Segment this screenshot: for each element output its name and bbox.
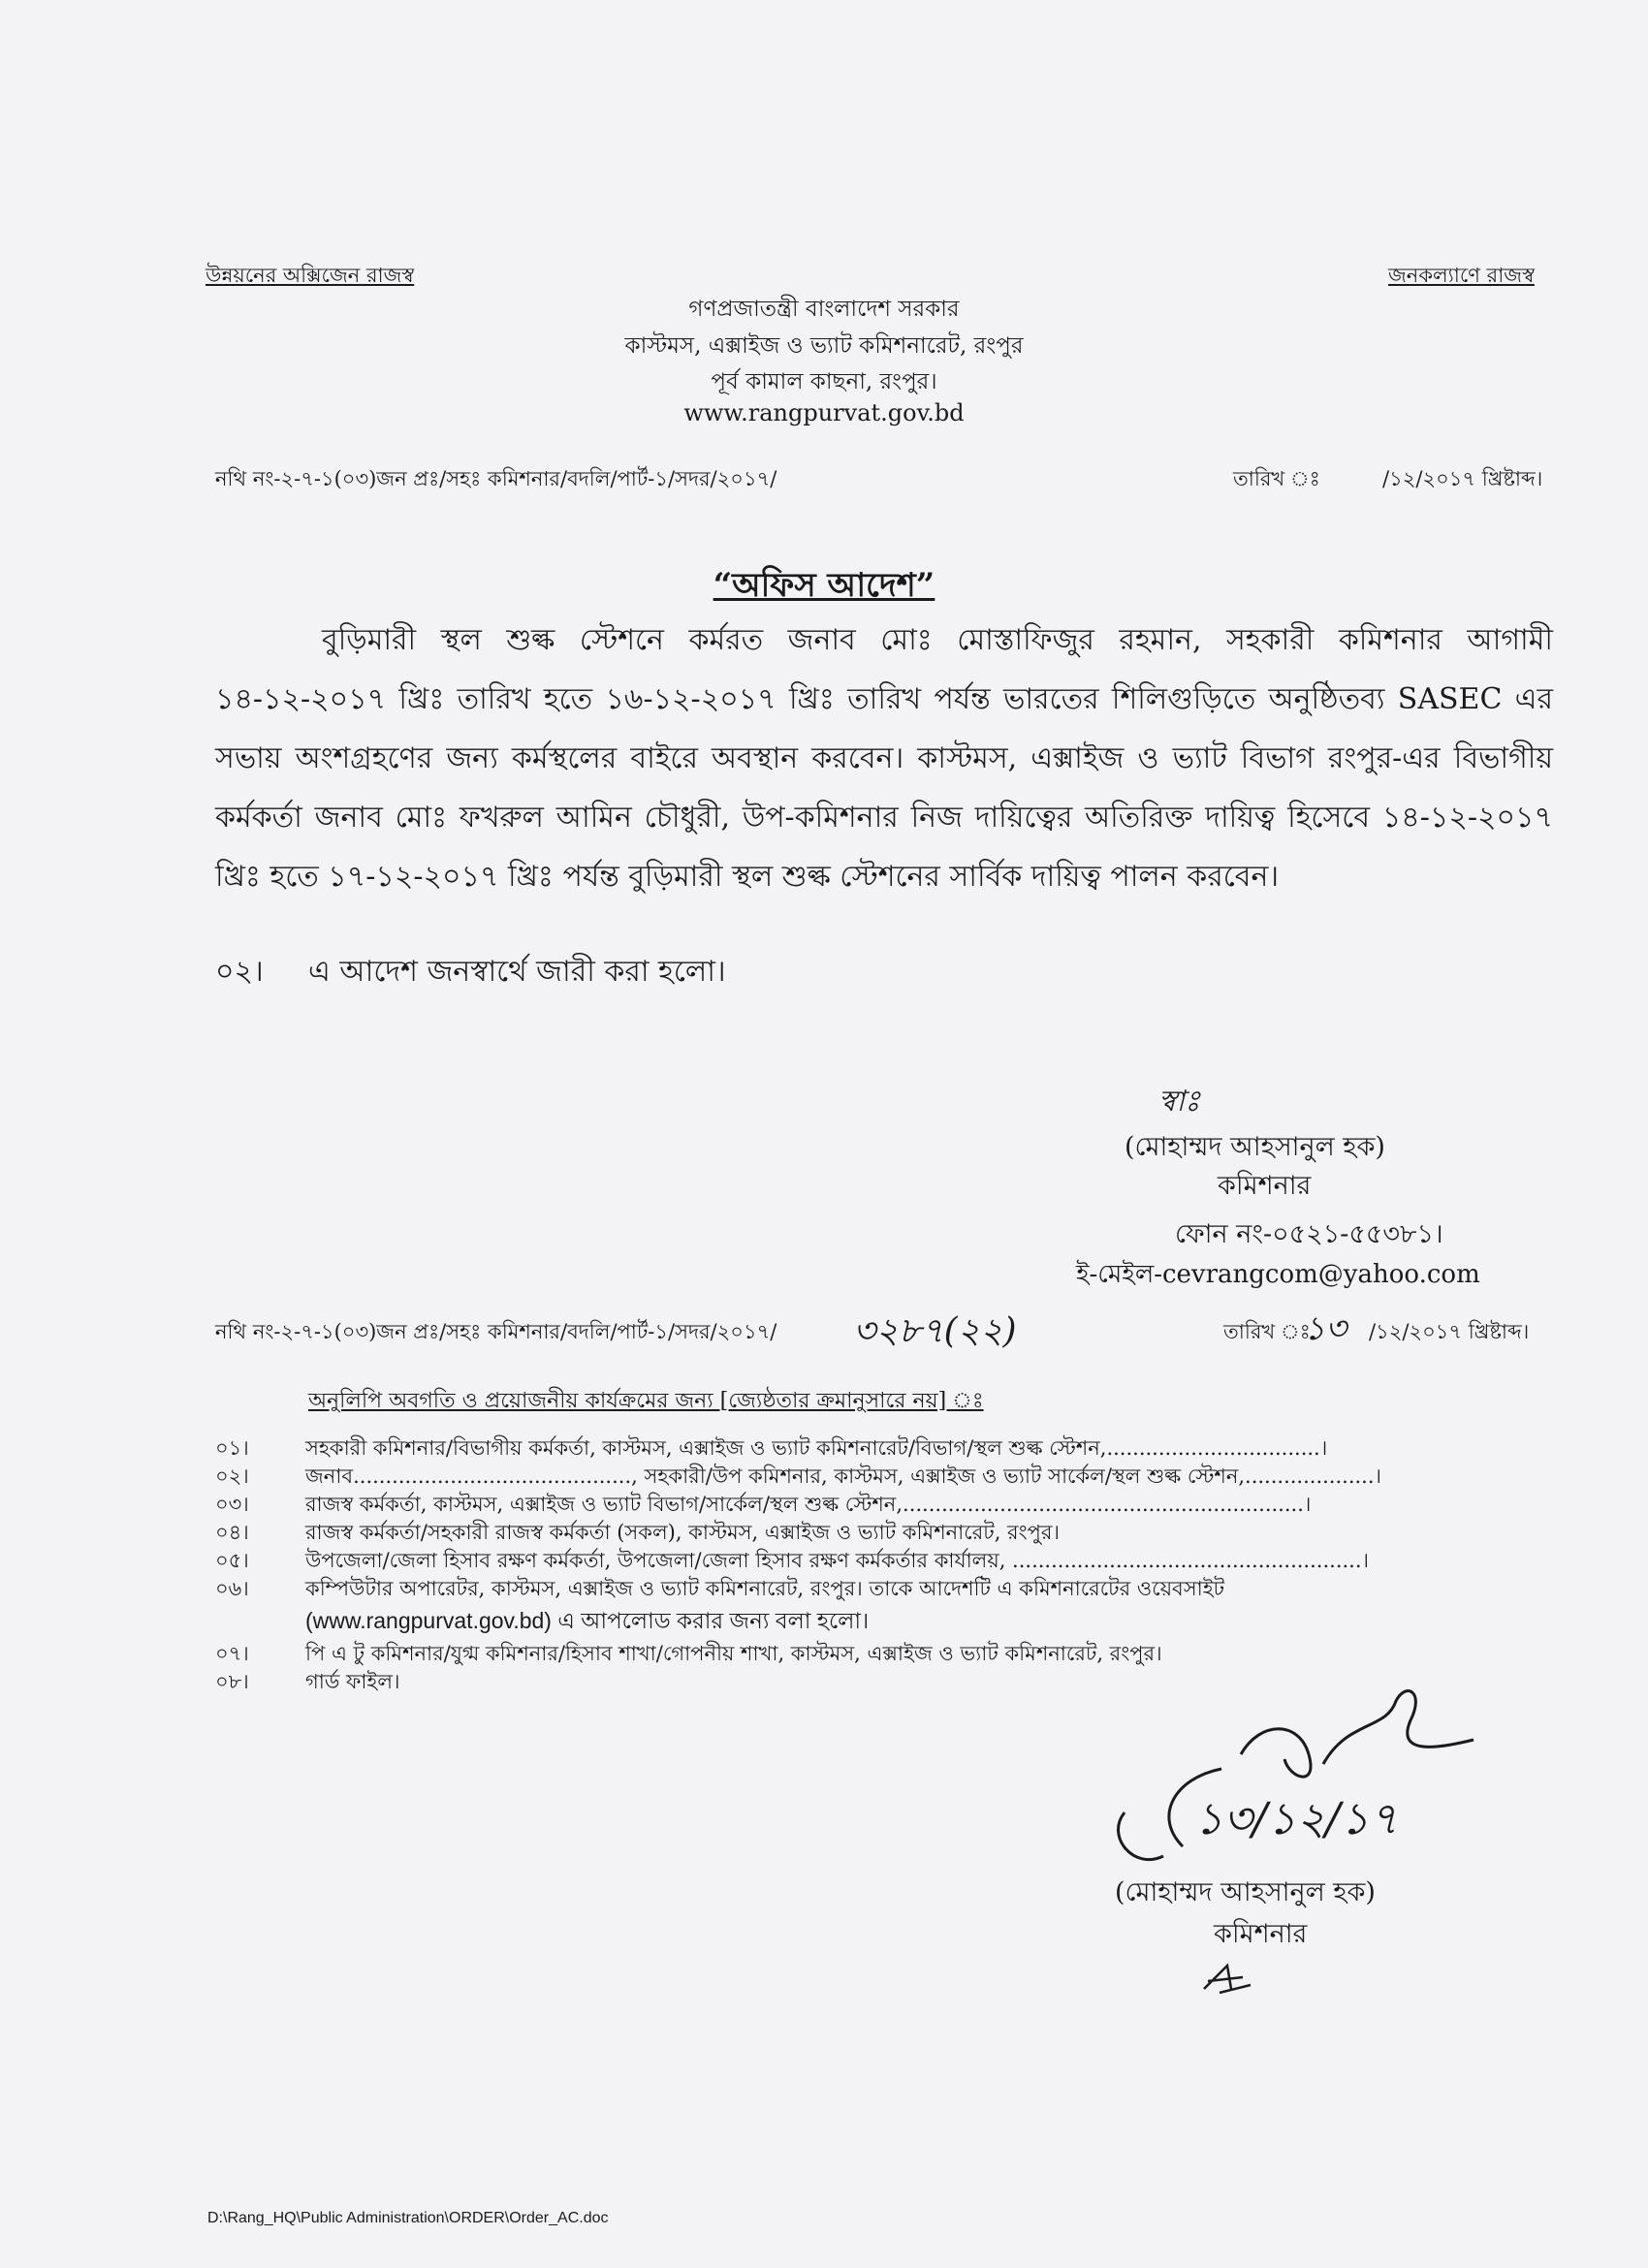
signatory-email: ই-মেইল-cevrangcom@yahoo.com [1076,1260,1480,1289]
signatory-name-copy: (মোহাম্মদ আহসানুল হক) [1115,1877,1376,1907]
slogan-right: জনকল্যাণে রাজস্ব [1388,264,1535,287]
handwritten-memo-number: ৩২৮৭(২২) [853,1311,1017,1351]
copy-item-text: সহকারী কমিশনার/বিভাগীয় কর্মকর্তা, কাস্টমস, এক্সাইজ ও ভ্যাট কমিশনারেট/বিভাগ/স্থল শুল্ক স্টেশন,.................................। [305,1436,1328,1460]
date-value: /১২/২০১৭ খ্রিষ্টাব্দ। [1382,467,1543,490]
copy-item-text: উপজেলা/জেলা হিসাব রক্ষণ কর্মকর্তা, উপজেলা/জেলা হিসাব রক্ষণ কর্মকর্তার কার্যালয়, ......................................................। [305,1549,1370,1572]
signatory-phone: ফোন নং-০৫২১-৫৫৩৮১। [1175,1219,1443,1249]
signatory-name: (মোহাম্মদ আহসানুল হক) [1125,1132,1385,1162]
slogan-left: উন্নয়নের অক্সিজেন রাজস্ব [206,264,415,287]
handwritten-signature-date: ১৩/১২/১৭ [1194,1792,1399,1844]
copy-item [215,1573,1553,1600]
copy-item-number: ০৪। [215,1521,249,1544]
copy-item-text: গার্ড ফাইল। [305,1670,400,1693]
govt-name: গণপ্রজাতন্ত্রী বাংলাদেশ সরকার [688,297,960,322]
order-body [215,611,1553,906]
copy-item-number: ০২। [215,1465,249,1488]
memo-number: নথি নং-২-৭-১(০৩)জন প্রঃ/সহঃ কমিশনার/বদলি/পার্ট-১/সদর/২০১৭/ [215,467,777,490]
copy-item-text: কম্পিউটার অপারেটর, কাস্টমস, এক্সাইজ ও ভ্যাট কমিশনারেট, রংপুর। তাকে আদেশটি এ কমিশনারেটের ওয়েবসাইট [305,1577,1225,1600]
copy-item-text: পি এ টু কমিশনার/যুগ্ম কমিশনার/হিসাব শাখা/গোপনীয় শাখা, কাস্টমস, এক্সাইজ ও ভ্যাট কমিশনারেট, রংপুর। [305,1642,1162,1665]
copy-item-text: জনাব..........................................., সহকারী/উপ কমিশনার, কাস্টমস, এক্সাইজ ও ভ্যাট সার্কেল/স্থল শুল্ক স্টেশন,....................। [305,1465,1382,1488]
copy-item [215,1517,1553,1544]
copy-item-text: রাজস্ব কর্মকর্তা, কাস্টমস, এক্সাইজ ও ভ্যাট বিভাগ/সার্কেল/স্থল শুল্ক স্টেশন,..............................................................। [305,1493,1312,1516]
date-value-copy: /১২/২০১৭ খ্রিষ্টাব্দ। [1369,1320,1530,1343]
copy-item-number: ০৮। [215,1670,249,1693]
copy-item [215,1489,1553,1516]
order-title: “অফিস আদেশ” [713,566,935,605]
office-address: পূর্ব কামাল কাছনা, রংপুর। [711,369,937,394]
copy-item [215,1461,1553,1488]
order-paragraph: বুড়িমারী স্থল শুল্ক স্টেশনে কর্মরত জনাব মোঃ মোস্তাফিজুর রহমান, সহকারী কমিশনার আগামী ১৪-১২-২০১৭ খ্রিঃ তারিখ হতে ১৬-১২-২০১৭ খ্রিঃ তারিখ পর্যন্ত ভারতের শিলিগুড়িতে অনুষ্ঠিতব্য SASEC এর সভায় অংশগ্রহণের জন্য কর্মস্থলের বাইরে অবস্থান করবেন। কাস্টমস, এক্সাইজ ও ভ্যাট বিভাগ রংপুর-এর বিভাগীয় কর্মকর্তা জনাব মোঃ ফখরুল আমিন চৌধুরী, উপ-কমিশনার নিজ দায়িত্বের অতিরিক্ত দায়িত্ব হিসেবে ১৪-১২-২০১৭ খ্রিঃ হতে ১৭-১২-২০১৭ খ্রিঃ পর্যন্ত বুড়িমারী স্থল শুল্ক স্টেশনের সার্বিক দায়িত্ব পালন করবেন। [215,623,1553,894]
date-label: তারিখ ঃ [1233,467,1320,490]
copy-item-6-continuation: (www.rangpurvat.gov.bd) এ আপলোড করার জন্য বলা হলো। [305,1608,870,1633]
copy-item-number: ০৫। [215,1549,249,1572]
date-label-copy: তারিখ ঃ [1223,1320,1311,1343]
signature-initial: স্বাঃ [1158,1085,1200,1118]
signatory-designation-copy: কমিশনার [1214,1919,1308,1949]
copy-item-number: ০৭। [215,1642,249,1665]
item2-text: এ আদেশ জনস্বার্থে জারী করা হলো। [308,955,726,989]
copy-item-number: ০৬। [215,1577,249,1600]
copy-item-number: ০১। [215,1436,249,1460]
copy-heading: অনুলিপি অবগতি ও প্রয়োজনীয় কার্যক্রমের জন্য [জ্যেষ্ঠতার ক্রমানুসারে নয়] ঃ [308,1389,984,1413]
handwritten-day: ১৩ [1304,1309,1347,1348]
file-path-footer: D:\Rang_HQ\Public Administration\ORDER\Order_AC.doc [207,2210,609,2226]
copy-item-number: ০৩। [215,1493,249,1516]
copy-item [215,1638,1553,1665]
copy-item [215,1433,1553,1460]
office-name: কাস্টমস, এক্সাইজ ও ভ্যাট কমিশনারেট, রংপুর [624,333,1024,359]
signatory-designation: কমিশনার [1218,1171,1312,1201]
initial-scribble [1198,1960,1256,1999]
memo-number-copy: নথি নং-২-৭-১(০৩)জন প্রঃ/সহঃ কমিশনার/বদলি/পার্ট-১/সদর/২০১৭/ [215,1320,777,1343]
item2-number: ০২। [215,955,264,989]
copy-item-text: রাজস্ব কর্মকর্তা/সহকারী রাজস্ব কর্মকর্তা (সকল), কাস্টমস, এক্সাইজ ও ভ্যাট কমিশনারেট, রংপুর। [305,1521,1060,1544]
office-website: www.rangpurvat.gov.bd [683,399,965,426]
copy-item [215,1545,1553,1572]
